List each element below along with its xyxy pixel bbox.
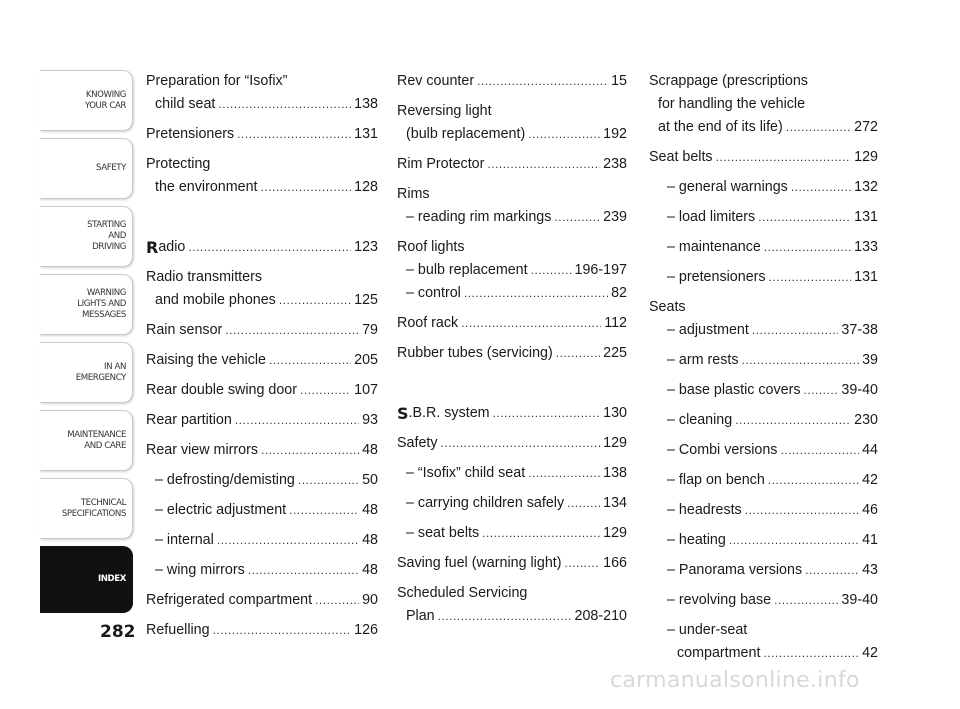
index-term: Scrappage (prescriptions — [649, 73, 808, 89]
index-line — [146, 409, 378, 432]
chapter-tab-warning-lights-and-messages[interactable]: WARNING LIGHTS AND MESSAGES — [40, 274, 133, 335]
page-reference[interactable]: 39 — [862, 352, 878, 368]
index-line — [649, 206, 878, 229]
index-line — [397, 183, 627, 206]
index-term: – seat belts — [406, 525, 480, 541]
index-entry — [397, 312, 627, 335]
leader-dots — [742, 349, 860, 372]
page-reference[interactable]: 107 — [354, 382, 378, 398]
leader-dots — [780, 439, 859, 462]
index-entry — [397, 100, 627, 146]
index-line — [397, 282, 627, 305]
page-reference[interactable]: 129 — [603, 435, 627, 451]
index-line — [397, 402, 627, 425]
index-entry — [649, 176, 878, 199]
leader-dots — [493, 402, 601, 425]
index-term: Saving fuel (warning light) — [397, 555, 562, 571]
index-term: at the end of its life) — [658, 119, 783, 135]
leader-dots — [565, 552, 601, 575]
index-term: – reading rim markings — [406, 209, 552, 225]
index-entry — [397, 402, 627, 425]
leader-dots — [300, 379, 351, 402]
index-line — [397, 153, 627, 176]
index-line — [397, 462, 627, 485]
chapter-tab-in-an-emergency[interactable]: IN AN EMERGENCY — [40, 342, 133, 403]
leader-dots — [237, 123, 351, 146]
leader-dots — [261, 176, 352, 199]
index-term: Refrigerated compartment — [146, 592, 313, 608]
index-entry — [397, 70, 627, 93]
index-entry — [146, 349, 378, 372]
index-term: adio — [158, 239, 186, 255]
leader-dots — [315, 589, 359, 612]
page-reference[interactable]: 133 — [854, 239, 878, 255]
page-reference[interactable]: 225 — [603, 345, 627, 361]
index-entry — [649, 529, 878, 552]
index-line — [146, 589, 378, 612]
index-entry — [649, 589, 878, 612]
leader-dots — [786, 116, 851, 139]
leader-dots — [716, 146, 852, 169]
index-line — [649, 70, 878, 93]
index-line — [146, 289, 378, 312]
index-term: – carrying children safely — [406, 495, 565, 511]
index-entry — [146, 153, 378, 199]
index-line — [649, 409, 878, 432]
page-reference[interactable]: 239 — [603, 209, 627, 225]
index-term: Protecting — [146, 156, 211, 172]
leader-dots — [289, 499, 359, 522]
index-line — [397, 522, 627, 545]
index-line — [649, 642, 878, 665]
index-term: – wing mirrors — [155, 562, 245, 578]
index-term: Rear view mirrors — [146, 442, 259, 458]
page-number: 282 — [100, 622, 136, 642]
leader-dots — [764, 236, 851, 259]
index-entry — [649, 499, 878, 522]
index-term: Reversing light — [397, 103, 492, 119]
index-term: Roof lights — [397, 239, 465, 255]
index-entry — [397, 432, 627, 455]
leader-dots — [261, 439, 359, 462]
page-reference[interactable]: 82 — [611, 285, 627, 301]
index-line — [649, 439, 878, 462]
leader-dots — [804, 379, 839, 402]
index-entry — [146, 266, 378, 312]
index-line — [649, 236, 878, 259]
index-line — [397, 312, 627, 335]
index-term: Refuelling — [146, 622, 210, 638]
page-reference[interactable]: 90 — [362, 592, 378, 608]
index-line — [146, 349, 378, 372]
index-entry — [649, 146, 878, 169]
index-entry — [146, 439, 378, 462]
index-entry — [146, 236, 378, 259]
index-entry — [649, 296, 878, 342]
index-entry — [649, 409, 878, 432]
index-entry — [649, 206, 878, 229]
leader-dots — [729, 529, 859, 552]
index-entry — [146, 319, 378, 342]
index-column-1 — [146, 70, 378, 649]
index-entry — [397, 342, 627, 365]
index-term: Rims — [397, 186, 430, 202]
index-line — [649, 93, 878, 116]
page-reference[interactable]: 128 — [354, 179, 378, 195]
page-reference[interactable]: 46 — [862, 502, 878, 518]
leader-dots — [528, 123, 600, 146]
index-term: the environment — [155, 179, 258, 195]
index-entry — [649, 559, 878, 582]
leader-dots — [528, 462, 600, 485]
index-line — [146, 236, 378, 259]
index-line — [397, 582, 627, 605]
page-reference[interactable]: 138 — [354, 96, 378, 112]
index-term: – bulb replacement — [406, 262, 528, 278]
index-line — [146, 176, 378, 199]
chapter-tabs — [40, 70, 133, 620]
section-initial: S — [397, 404, 409, 423]
index-line — [146, 93, 378, 116]
page-reference[interactable]: 93 — [362, 412, 378, 428]
index-term: for handling the vehicle — [658, 96, 806, 112]
leader-dots — [279, 289, 351, 312]
index-column-3 — [649, 70, 878, 672]
index-entry — [146, 409, 378, 432]
chapter-tab-knowing-your-car[interactable]: KNOWING YOUR CAR — [40, 70, 133, 131]
page-reference[interactable]: 39-40 — [841, 592, 878, 608]
index-entry — [146, 589, 378, 612]
index-column-2 — [397, 70, 627, 635]
index-line — [649, 469, 878, 492]
index-line — [397, 552, 627, 575]
letter-gap — [146, 206, 378, 236]
index-entry — [146, 70, 378, 116]
page-reference[interactable]: 192 — [603, 126, 627, 142]
leader-dots — [218, 93, 351, 116]
index-term: – pretensioners — [667, 269, 766, 285]
index-line — [146, 499, 378, 522]
index-entry — [146, 469, 378, 492]
page-reference[interactable]: 131 — [854, 209, 878, 225]
page-reference[interactable]: 48 — [362, 502, 378, 518]
index-term: – “Isofix” child seat — [406, 465, 526, 481]
index-term: – adjustment — [667, 322, 749, 338]
page-reference[interactable]: 79 — [362, 322, 378, 338]
index-term: (bulb replacement) — [406, 126, 526, 142]
section-initial: R — [146, 238, 159, 257]
page-reference[interactable]: 41 — [862, 532, 878, 548]
leader-dots — [487, 153, 600, 176]
index-line — [397, 259, 627, 282]
index-line — [146, 469, 378, 492]
leader-dots — [758, 206, 851, 229]
index-term: Scheduled Servicing — [397, 585, 528, 601]
index-line — [397, 342, 627, 365]
index-term: Pretensioners — [146, 126, 235, 142]
index-line — [649, 499, 878, 522]
page-reference[interactable]: 131 — [354, 126, 378, 142]
leader-dots — [298, 469, 359, 492]
index-term: – load limiters — [667, 209, 756, 225]
index-line — [146, 70, 378, 93]
index-term: – general warnings — [667, 179, 788, 195]
index-term: – heating — [667, 532, 726, 548]
index-entry — [397, 153, 627, 176]
index-entry — [146, 529, 378, 552]
page-reference[interactable]: 42 — [862, 472, 878, 488]
index-term: Rear partition — [146, 412, 232, 428]
index-line — [397, 70, 627, 93]
leader-dots — [556, 342, 600, 365]
index-line — [649, 296, 878, 319]
index-term: – Panorama versions — [667, 562, 803, 578]
index-line — [146, 319, 378, 342]
page-reference[interactable]: 132 — [854, 179, 878, 195]
index-entry — [649, 349, 878, 372]
leader-dots — [805, 559, 859, 582]
page-reference[interactable]: 39-40 — [841, 382, 878, 398]
leader-dots — [567, 492, 600, 515]
index-line — [397, 206, 627, 229]
leader-dots — [269, 349, 351, 372]
page-reference[interactable]: 48 — [362, 562, 378, 578]
page-reference[interactable]: 42 — [862, 645, 878, 661]
index-entry — [146, 559, 378, 582]
index-term: – internal — [155, 532, 214, 548]
leader-dots — [752, 319, 839, 342]
page-reference[interactable]: 37-38 — [841, 322, 878, 338]
page-reference[interactable]: 123 — [354, 239, 378, 255]
index-entry — [397, 582, 627, 628]
index-line — [397, 432, 627, 455]
index-term: Seat belts — [649, 149, 713, 165]
index-term: Raising the vehicle — [146, 352, 267, 368]
chapter-tab-maintenance-and-care[interactable]: MAINTENANCE AND CARE — [40, 410, 133, 471]
index-line — [649, 176, 878, 199]
index-line — [146, 439, 378, 462]
index-entry — [649, 70, 878, 139]
index-term: – Combi versions — [667, 442, 778, 458]
page-reference[interactable]: 44 — [862, 442, 878, 458]
leader-dots — [188, 236, 351, 259]
index-term: child seat — [155, 96, 216, 112]
chapter-tab-index[interactable]: INDEX — [40, 546, 133, 613]
page-reference[interactable]: 134 — [603, 495, 627, 511]
index-line — [146, 153, 378, 176]
index-entry — [397, 183, 627, 229]
index-entry — [649, 619, 878, 665]
index-term: – control — [406, 285, 461, 301]
page-reference[interactable]: 208-210 — [574, 608, 627, 624]
index-entry — [397, 492, 627, 515]
page-reference[interactable]: 126 — [354, 622, 378, 638]
index-line — [146, 379, 378, 402]
index-line — [649, 559, 878, 582]
index-line — [146, 529, 378, 552]
leader-dots — [248, 559, 359, 582]
page-reference[interactable]: 230 — [854, 412, 878, 428]
index-line — [397, 236, 627, 259]
index-term: Rev counter — [397, 73, 475, 89]
page-reference[interactable]: 138 — [603, 465, 627, 481]
index-term: – under-seat — [667, 622, 748, 638]
index-term: – arm rests — [667, 352, 739, 368]
index-entry — [649, 379, 878, 402]
index-term: .B.R. system — [408, 405, 490, 421]
page-reference[interactable]: 15 — [611, 73, 627, 89]
leader-dots — [235, 409, 359, 432]
page-reference[interactable]: 272 — [854, 119, 878, 135]
index-line — [397, 492, 627, 515]
index-term: Seats — [649, 299, 686, 315]
leader-dots — [217, 529, 359, 552]
index-line — [146, 619, 378, 642]
index-term: Safety — [397, 435, 438, 451]
index-line — [649, 266, 878, 289]
index-line — [397, 100, 627, 123]
chapter-tab-safety[interactable]: SAFETY — [40, 138, 133, 199]
index-term: and mobile phones — [155, 292, 276, 308]
index-entry — [397, 552, 627, 575]
leader-dots — [213, 619, 352, 642]
page-reference[interactable]: 129 — [603, 525, 627, 541]
index-entry — [146, 379, 378, 402]
index-term: – maintenance — [667, 239, 761, 255]
leader-dots — [464, 282, 608, 305]
page-reference[interactable]: 43 — [862, 562, 878, 578]
index-term: – electric adjustment — [155, 502, 287, 518]
index-term: – base plastic covers — [667, 382, 801, 398]
page-reference[interactable]: 112 — [604, 315, 627, 331]
index-term: Radio transmitters — [146, 269, 263, 285]
index-line — [649, 619, 878, 642]
page-reference[interactable]: 48 — [362, 442, 378, 458]
index-term: Rain sensor — [146, 322, 223, 338]
page-reference[interactable]: 238 — [603, 156, 627, 172]
index-term: Rubber tubes (servicing) — [397, 345, 553, 361]
watermark: carmanualsonline.info — [610, 668, 860, 693]
index-entry — [397, 236, 627, 305]
leader-dots — [482, 522, 600, 545]
index-entry — [146, 499, 378, 522]
leader-dots — [769, 266, 852, 289]
index-entry — [649, 439, 878, 462]
page-reference[interactable]: 50 — [362, 472, 378, 488]
page-reference[interactable]: 129 — [854, 149, 878, 165]
index-term: – cleaning — [667, 412, 733, 428]
index-term: Roof rack — [397, 315, 459, 331]
index-line — [397, 605, 627, 628]
leader-dots — [441, 432, 601, 455]
leader-dots — [225, 319, 359, 342]
index-term: – headrests — [667, 502, 742, 518]
index-term: – flap on bench — [667, 472, 765, 488]
leader-dots — [461, 312, 601, 335]
index-line — [649, 349, 878, 372]
index-term: Rim Protector — [397, 156, 485, 172]
index-line — [146, 123, 378, 146]
index-entry — [649, 266, 878, 289]
page-reference[interactable]: 131 — [854, 269, 878, 285]
index-entry — [397, 522, 627, 545]
leader-dots — [554, 206, 600, 229]
index-term: Plan — [406, 608, 435, 624]
index-entry — [146, 619, 378, 642]
index-entry — [649, 236, 878, 259]
index-entry — [146, 123, 378, 146]
index-entry — [397, 462, 627, 485]
page-reference[interactable]: 48 — [362, 532, 378, 548]
leader-dots — [791, 176, 851, 199]
index-term: compartment — [677, 645, 761, 661]
page-reference[interactable]: 196-197 — [574, 262, 627, 278]
chapter-tab-technical-specifications[interactable]: TECHNICAL SPECIFICATIONS — [40, 478, 133, 539]
leader-dots — [477, 70, 608, 93]
index-term: Rear double swing door — [146, 382, 298, 398]
index-line — [146, 559, 378, 582]
letter-gap — [397, 372, 627, 402]
chapter-tab-starting-and-driving[interactable]: STARTING AND DRIVING — [40, 206, 133, 267]
index-line — [649, 379, 878, 402]
page-reference[interactable]: 130 — [603, 405, 627, 421]
page-reference[interactable]: 125 — [354, 292, 378, 308]
leader-dots — [735, 409, 851, 432]
leader-dots — [745, 499, 859, 522]
page-reference[interactable]: 205 — [354, 352, 378, 368]
index-line — [649, 529, 878, 552]
leader-dots — [531, 259, 572, 282]
index-line — [397, 123, 627, 146]
leader-dots — [438, 605, 572, 628]
index-line — [649, 319, 878, 342]
index-line — [649, 146, 878, 169]
leader-dots — [763, 642, 859, 665]
index-entry — [649, 469, 878, 492]
leader-dots — [774, 589, 838, 612]
page-reference[interactable]: 166 — [603, 555, 627, 571]
index-term: Preparation for “Isofix” — [146, 73, 288, 89]
index-term: – revolving base — [667, 592, 772, 608]
leader-dots — [768, 469, 859, 492]
index-line — [649, 116, 878, 139]
index-line — [146, 266, 378, 289]
index-line — [649, 589, 878, 612]
index-term: – defrosting/demisting — [155, 472, 295, 488]
